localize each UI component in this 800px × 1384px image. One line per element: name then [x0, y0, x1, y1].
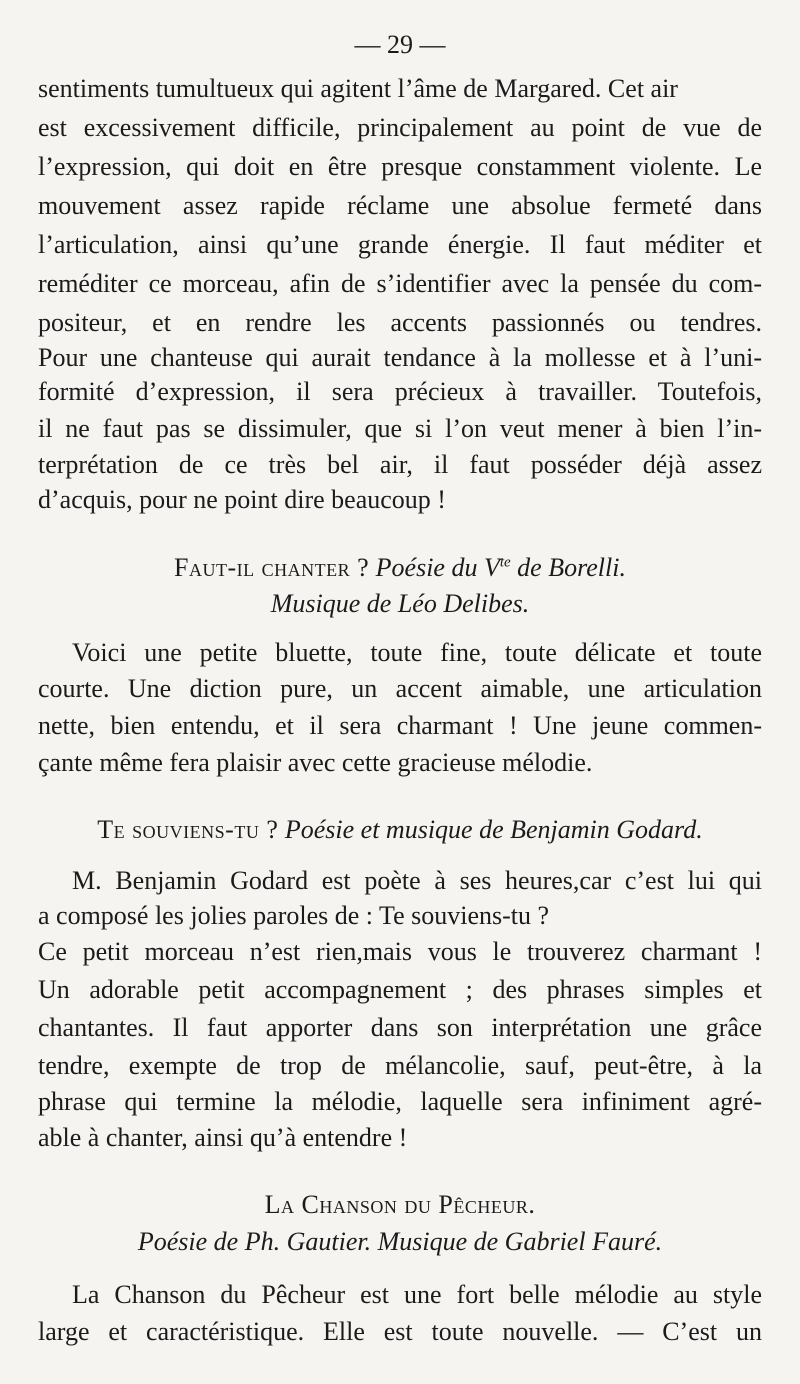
heading-poet: [376, 553, 626, 582]
heading-title: Faut-il chanter ?: [174, 553, 370, 582]
text-line: courte. Une diction pure, un accent aimable, une articulation: [38, 674, 762, 703]
text-line: large et caractéristique. Elle est toute nouvelle. — C’est un: [38, 1317, 762, 1346]
text-line: Pour une chanteuse qui aurait tendance à la mollesse et à l’uni-: [38, 343, 762, 372]
page-number: — 29 —: [354, 30, 446, 59]
poet-prefix: Poésie du V: [375, 553, 500, 582]
text-line: chantantes. Il faut apporter dans son interprétation une grâce: [38, 1013, 762, 1042]
heading-title: Te souviens-tu ?: [97, 815, 279, 844]
text-line: l’expression, qui doit en être presque constamment violente. Le: [38, 152, 762, 181]
text-line: nette, bien entendu, et il sera charmant ! Une jeune commen-: [38, 711, 762, 740]
text-line: reméditer ce morceau, afin de s’identifier avec la pensée du com-: [38, 269, 762, 298]
text-line: il ne faut pas se dissimuler, que si l’on veut mener à bien l’in-: [38, 414, 762, 443]
text-line: est excessivement difficile, principalement au point de vue de: [38, 113, 762, 142]
text-line: M. Benjamin Godard est poète à ses heures,car c’est lui qui: [72, 866, 762, 895]
text-line: a composé les jolies paroles de : Te souviens-tu ?: [38, 901, 550, 930]
heading-credit: Poésie de Ph. Gautier. Musique de Gabriel Fauré.: [137, 1227, 663, 1256]
text-line: positeur, et en rendre les accents passionnés ou tendres.: [38, 308, 762, 337]
text-line: çante même fera plaisir avec cette gracieuse mélodie.: [38, 748, 593, 777]
text-line: La Chanson du Pêcheur est une fort belle mélodie au style: [72, 1280, 762, 1309]
text-line: formité d’expression, il sera précieux à travailler. Toutefois,: [38, 377, 762, 406]
poet-superscript: te: [499, 554, 511, 571]
heading-credit: Poésie et musique de Benjamin Godard.: [284, 815, 703, 844]
text-line: Un adorable petit accompagnement ; des phrases simples et: [38, 975, 762, 1004]
text-line: Ce petit morceau n’est rien,mais vous le trouverez charmant !: [38, 937, 762, 966]
text-line: able à chanter, ainsi qu’à entendre !: [38, 1123, 408, 1152]
heading-music-credit: Musique de Léo Delibes.: [270, 589, 530, 618]
text-line: terprétation de ce très bel air, il faut posséder déjà assez: [38, 450, 762, 479]
text-line: tendre, exempte de trop de mélancolie, sauf, peut-être, à la: [38, 1051, 762, 1080]
text-line: Voici une petite bluette, toute fine, toute délicate et toute: [72, 638, 762, 667]
text-line: mouvement assez rapide réclame une absolue fermeté dans: [38, 191, 762, 220]
text-line: l’articulation, ainsi qu’une grande énergie. Il faut méditer et: [38, 230, 762, 259]
text-line: phrase qui termine la mélodie, laquelle sera infiniment agré-: [38, 1087, 762, 1116]
section-heading: [0, 815, 800, 845]
section-heading-title: La Chanson du Pêcheur.: [264, 1190, 536, 1219]
text-line: d’acquis, pour ne point dire beaucoup !: [38, 485, 446, 514]
text-line: sentiments tumultueux qui agitent l’âme de Margared. Cet air: [38, 74, 678, 103]
poet-suffix: de Borelli.: [510, 553, 626, 582]
section-heading: [0, 553, 800, 583]
